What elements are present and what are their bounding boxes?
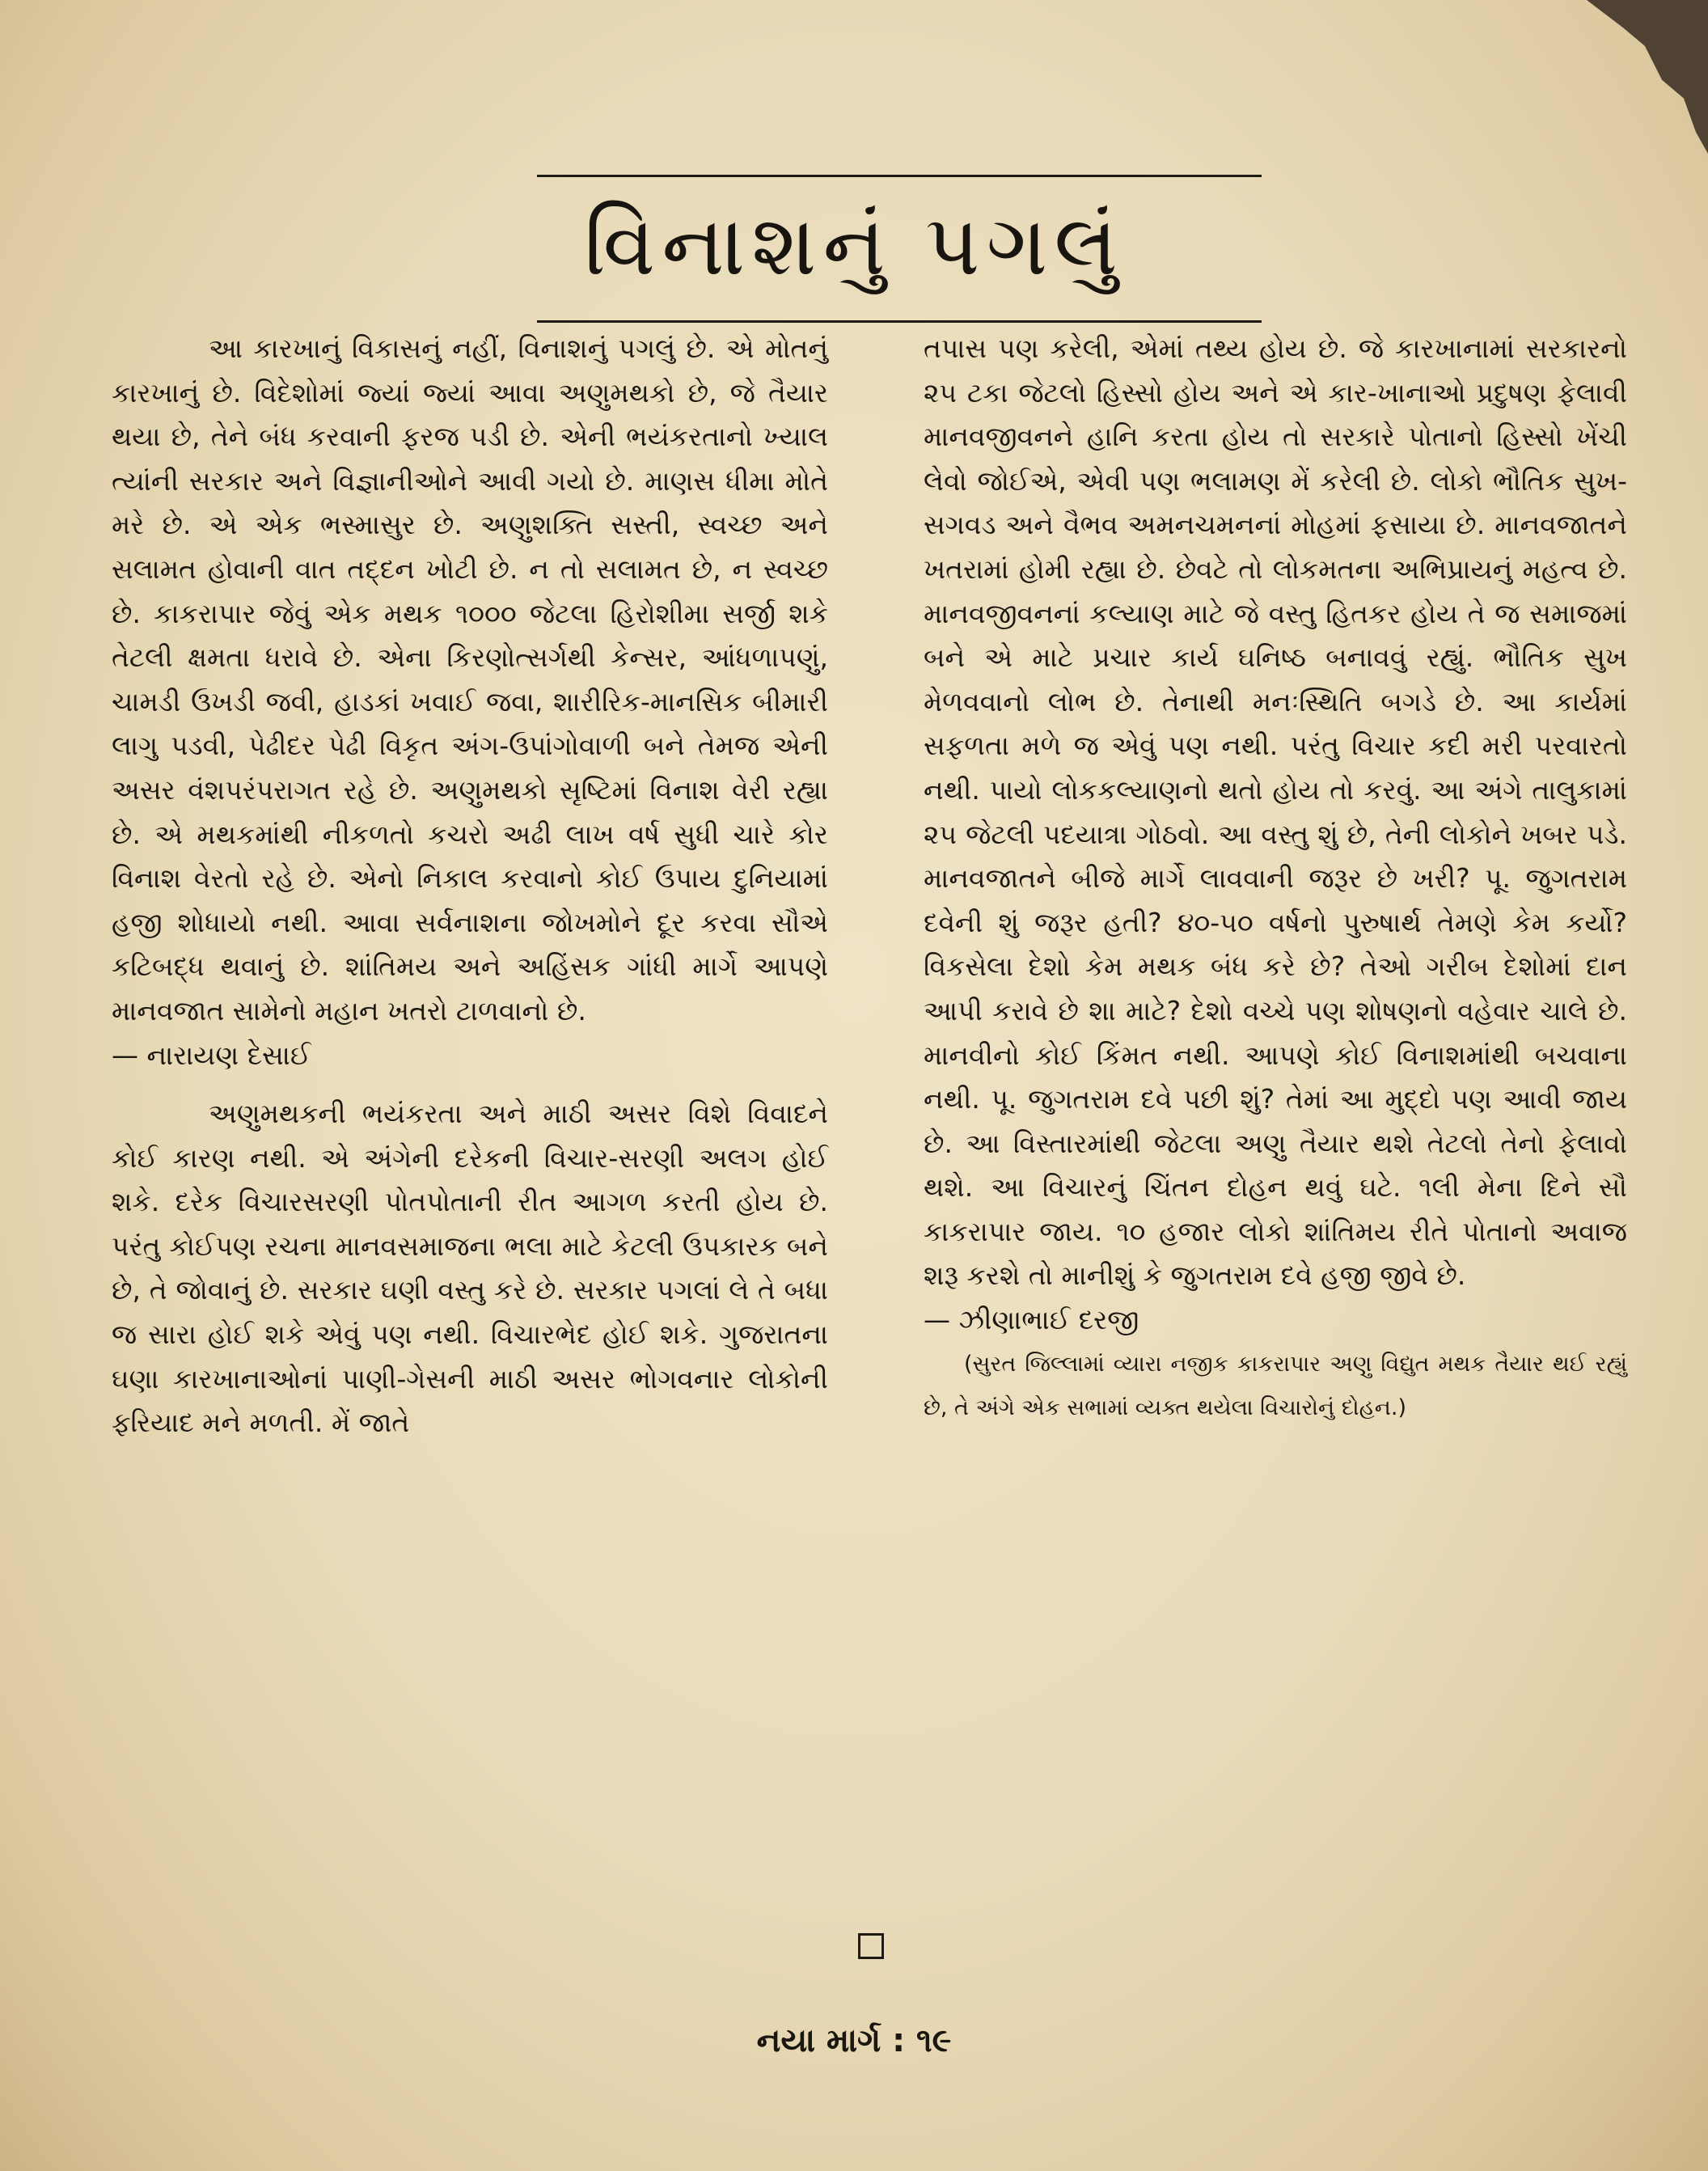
title-rule-bottom — [537, 320, 1262, 323]
author-signature-1: — નારાયણ દેસાઈ — [112, 1039, 311, 1071]
article-paragraph-1: આ કારખાનું વિકાસનું નહીં, વિનાશનું પગલું છે. એ મોતનું કારખાનું છે. વિદેશોમાં જ્યાં જ્યાં આવા અણુમથકો છે, જે તૈયાર થયા છે, તેને બંધ કરવાની ફરજ પડી છે. એની ભયંકરતાનો ખ્યાલ ત્યાંની સરકાર અને વિજ્ઞાનીઓને આવી ગયો છે. માણસ ધીમા મોતે મરે છે. એ એક ભસ્માસુર છે. અણુશક્તિ સસ્તી, સ્વચ્છ અને સલામત હોવાની વાત તદ્દન ખોટી છે. ન તો સલામત છે, ન સ્વચ્છ છે. કાકરાપાર જેવું એક મથક ૧૦૦૦ જેટલા હિરોશીમા સર્જી શકે તેટલી ક્ષમતા ધરાવે છે. એના કિરણોત્સર્ગથી કેન્સર, આંધળાપણું, ચામડી ઉખડી જવી, હાડકાં ખવાઈ જવા, શારીરિક-માનસિક બીમારી લાગુ પડવી, પેઢીદર પેઢી વિકૃત અંગ-ઉપાંગોવાળી બને તેમજ એની અસર વંશપરંપરાગત રહે છે. અણુમથકો સૃષ્ટિમાં વિનાશ વેરી રહ્યા છે. એ મથકમાંથી નીકળતો કચરો અઢી લાખ વર્ષ સુધી ચારે કોર વિનાશ વેરતો રહે છે. એનો નિકાલ કરવાનો કોઈ ઉપાય દુનિયામાં હજી શોધાયો નથી. આવા સર્વનાશના જોખમોને દૂર કરવા સૌએ કટિબદ્ધ થવાનું છે. શાંતિમય અને અહિંસક ગાંધી માર્ગે આપણે માનવજાત સામેનો મહાન ખતરો ટાળવાનો છે. — [112, 332, 828, 1026]
page-title: વિનાશનું પગલું — [583, 196, 1125, 294]
right-column — [924, 327, 1627, 1431]
title-rule-top — [537, 175, 1262, 177]
left-column — [112, 327, 828, 1445]
article-paragraph-2: અણુમથકની ભયંકરતા અને માઠી અસર વિશે વિવાદને કોઈ કારણ નથી. એ અંગેની દરેકની વિચાર-સરણી અલગ હોઈ શકે. દરેક વિચારસરણી પોતપોતાની રીત આગળ કરતી હોય છે. પરંતુ કોઈપણ રચના માનવસમાજના ભલા માટે કેટલી ઉપકારક બને છે, તે જોવાનું છે. સરકાર ઘણી વસ્તુ કરે છે. સરકાર પગલાં લે તે બધા જ સારા હોઈ શકે એવું પણ નથી. વિચારભેદ હોઈ શકે. ગુજરાતના ઘણા કારખાનાઓનાં પાણી-ગેસની માઠી અસર ભોગવનાર લોકોની ફરિયાદ મને મળતી. મેં જાતે — [112, 1098, 828, 1439]
end-mark-icon — [858, 1933, 884, 1959]
editor-note: (સુરત જિલ્લામાં વ્યારા નજીક કાકરાપાર અણુ વિદ્યુત મથક તૈયાર થઈ રહ્યું છે, તે અંગે એક સભામાં વ્યક્ત થયેલા વિચારોનું દોહન.) — [924, 1351, 1627, 1421]
author-signature-2: — ઝીણાભાઈ દરજી — [924, 1304, 1139, 1336]
page-footer: નયા માર્ગ : ૧૯ — [756, 2022, 952, 2059]
torn-corner — [1587, 0, 1708, 154]
article-paragraph-3: તપાસ પણ કરેલી, એમાં તથ્ય હોય છે. જે કારખાનામાં સરકારનો ૨૫ ટકા જેટલો હિસ્સો હોય અને એ કાર-ખાનાઓ પ્રદુષણ ફેલાવી માનવજીવનને હાનિ કરતા હોય તો સરકારે પોતાનો હિસ્સો ખેંચી લેવો જોઈએ, એવી પણ ભલામણ મેં કરેલી છે. લોકો ભૌતિક સુખ-સગવડ અને વૈભવ અમનચમનનાં મોહમાં ફસાયા છે. માનવજાતને ખતરામાં હોમી રહ્યા છે. છેવટે તો લોકમતના અભિપ્રાયનું મહત્વ છે. માનવજીવનનાં કલ્યાણ માટે જે વસ્તુ હિતકર હોય તે જ સમાજમાં બને એ માટે પ્રચાર કાર્ય ઘનિષ્ઠ બનાવવું રહ્યું. ભૌતિક સુખ મેળવવાનો લોભ છે. તેનાથી મનઃસ્થિતિ બગડે છે. આ કાર્યમાં સફળતા મળે જ એવું પણ નથી. પરંતુ વિચાર કદી મરી પરવારતો નથી. પાયો લોકકલ્યાણનો થતો હોય તો કરવું. આ અંગે તાલુકામાં ૨૫ જેટલી પદયાત્રા ગોઠવો. આ વસ્તુ શું છે, તેની લોકોને ખબર પડે. માનવજાતને બીજે માર્ગે લાવવાની જરૂર છે ખરી? પૂ. જુગતરામ દવેની શું જરૂર હતી? ૪૦-૫૦ વર્ષનો પુરુષાર્થ તેમણે કેમ કર્યો? વિકસેલા દેશો કેમ મથક બંધ કરે છે? તેઓ ગરીબ દેશોમાં દાન આપી કરાવે છે શા માટે? દેશો વચ્ચે પણ શોષણનો વહેવાર ચાલે છે. માનવીનો કોઈ કિંમત નથી. આપણે કોઈ વિનાશમાંથી બચવાના નથી. પૂ. જુગતરામ દવે પછી શું? તેમાં આ મુદ્દો પણ આવી જાય છે. આ વિસ્તારમાંથી જેટલા અણુ તૈયાર થશે તેટલો તેનો ફેલાવો થશે. આ વિચારનું ચિંતન દોહન થવું ઘટે. ૧લી મેના દિને સૌ કાકરાપાર જાય. ૧૦ હજાર લોકો શાંતિમય રીતે પોતાનો અવાજ શરૂ કરશે તો માનીશું કે જુગતરામ દવે હજી જીવે છે. — [924, 332, 1627, 1292]
